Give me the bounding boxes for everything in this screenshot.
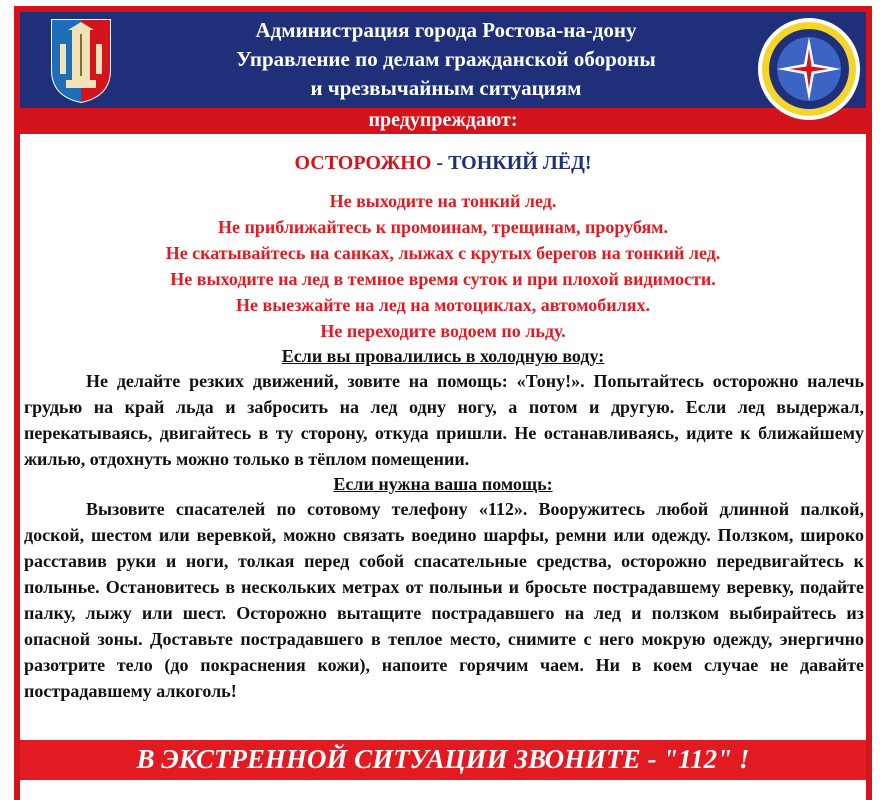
warn-label: предупреждают: xyxy=(368,109,518,131)
title-dash: - xyxy=(431,152,449,174)
section2-text: Вызовите спасателей по сотовому телефону «112». Вооружитесь любой длинной палкой, доской, шестом или веревкой, можно связать воедино шарфы, ремни или одежду. Ползком, широко расставив руки и ноги, толкая перед собой спасательные средства, осторожно передвигайтесь к полынье. Остановитесь в нескольких метрах от полыньи и бросьте пострадавшему веревку, подайте палку, лыжу или шест. Осторожно вытащите пострадавшего на лед и ползком выбирайтесь из опасной зоны. Доставьте пострадавшего в теплое место, снимите с него мокрую одежду, энергично разотрите тело (до покраснения кожи), напоите горячим чаем. Ни в коем случае не давайте пострадавшему алкоголь! xyxy=(24,499,864,701)
warning-list xyxy=(20,188,866,344)
header-line-2: Управление по делам гражданской обороны xyxy=(236,47,656,71)
warning-item: Не выезжайте на лед на мотоциклах, автомобилях. xyxy=(236,295,650,315)
warning-poster xyxy=(14,6,872,800)
warning-item: Не приближайтесь к промоинам, трещинам, прорубям. xyxy=(218,217,668,237)
warning-item: Не выходите на лед в темное время суток и при плохой видимости. xyxy=(170,269,716,289)
rostov-coat-of-arms-icon xyxy=(22,14,140,106)
section2-heading: Если нужна ваша помощь: xyxy=(333,474,553,494)
content-area xyxy=(20,144,866,704)
header-line-3: и чрезвычайным ситуациям xyxy=(310,76,582,100)
header-title xyxy=(146,16,746,103)
warning-item: Не переходите водоем по льду. xyxy=(320,321,566,341)
header-line-1: Администрация города Ростова-на-дону xyxy=(255,18,637,42)
warning-item: Не скатывайтесь на санках, лыжах с крутых берегов на тонкий лед. xyxy=(165,243,721,263)
page-title xyxy=(20,150,866,176)
title-part-2: ТОНКИЙ ЛЁД! xyxy=(448,152,592,174)
section1-text: Не делайте резких движений, зовите на помощь: «Тону!». Попытайтесь осторожно налечь грудью на край льда и забросить на лед одну ногу, а потом и другую. Если лед выдержал, перекатываясь, двигайтесь в ту сторону, откуда пришли. Не останавливаясь, идите к ближайшему жилью, отдохнуть можно только в тёплом помещении. xyxy=(24,371,864,469)
section1-heading: Если вы провалились в холодную воду: xyxy=(281,346,605,366)
emergency-call-text: В ЭКСТРЕННОЙ СИТУАЦИИ ЗВОНИТЕ - "112" ! xyxy=(136,744,750,774)
warning-item: Не выходите на тонкий лед. xyxy=(329,191,557,211)
title-part-1: ОСТОРОЖНО xyxy=(294,152,432,174)
emergency-service-emblem-icon xyxy=(756,16,862,122)
